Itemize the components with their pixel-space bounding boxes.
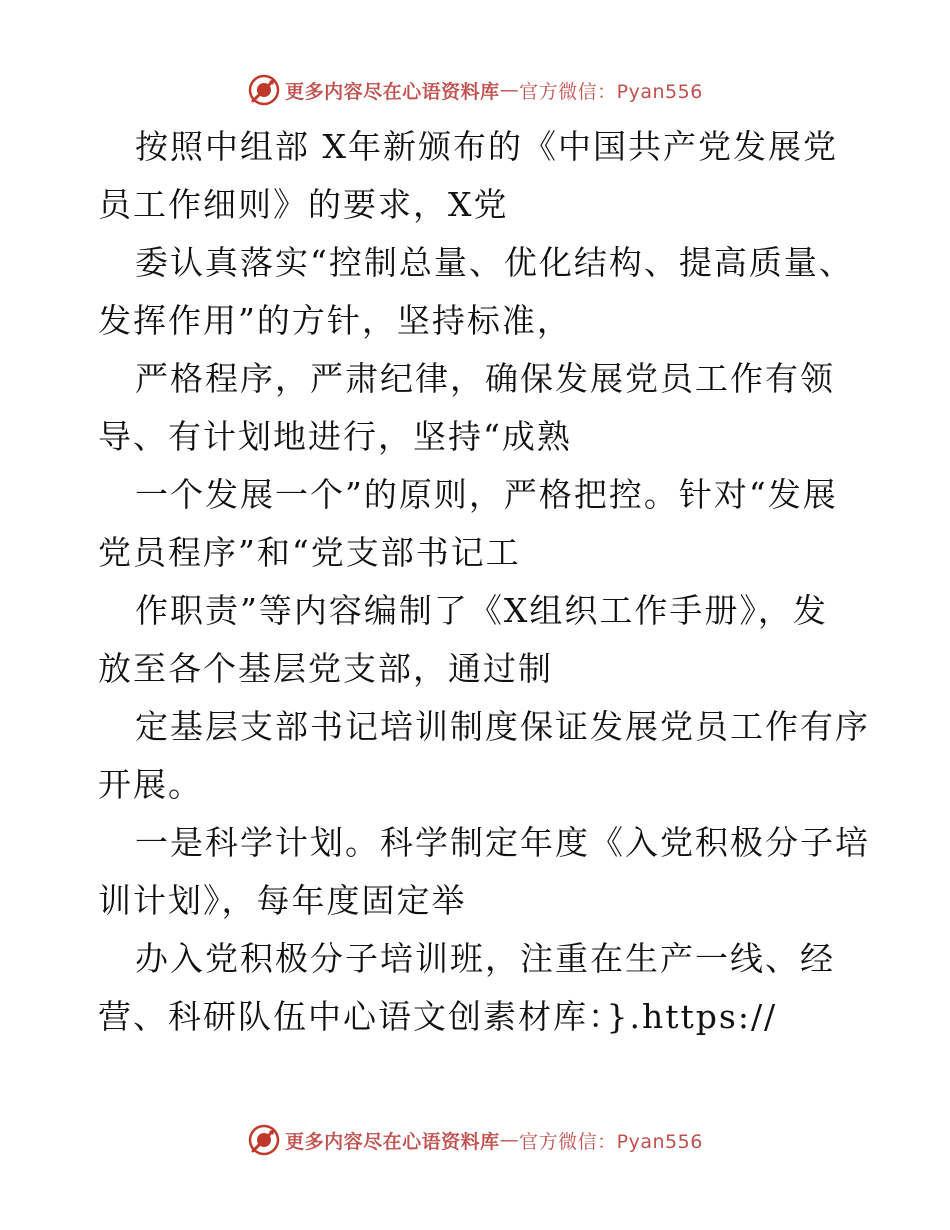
body-line: 导、有计划地进行，坚持“成熟	[98, 417, 572, 456]
body-line: 定基层支部书记培训制度保证发展党员工作有序	[135, 707, 870, 746]
body-line: 党员程序”和“党支部书记工	[98, 533, 521, 572]
watermark-main-text: 更多内容尽在心语资料库	[285, 80, 500, 103]
body-line: 按照中组部 X年新颁布的《中国共产党发展党	[135, 127, 838, 166]
watermark-dash: —	[499, 1129, 520, 1151]
body-line: 一是科学计划。科学制定年度《入党积极分子培	[135, 823, 870, 862]
brand-logo-icon	[247, 73, 281, 107]
watermark-sub-text: 官方微信：Pyan556	[519, 1130, 703, 1153]
watermark-sub-text: 官方微信：Pyan556	[519, 80, 703, 103]
watermark-dash: —	[499, 79, 520, 101]
body-line: 员工作细则》的要求，X党	[98, 185, 509, 224]
body-line: 一个发展一个”的原则，严格把控。针对“发展	[135, 475, 838, 514]
body-line: 严格程序，严肃纪律，确保发展党员工作有领	[135, 359, 835, 398]
body-line: 开展。	[98, 765, 203, 804]
body-line: 放至各个基层党支部，通过制	[98, 649, 553, 688]
document-body	[98, 118, 870, 1046]
body-line: 办入党积极分子培训班，注重在生产一线、经	[135, 939, 835, 978]
watermark-main-text: 更多内容尽在心语资料库	[285, 1130, 500, 1153]
body-line: 发挥作用”的方针，坚持标准，	[98, 301, 572, 340]
footer-watermark	[0, 1122, 950, 1158]
brand-logo-icon	[247, 1123, 281, 1157]
body-line: 作职责”等内容编制了《X组织工作手册》，发	[135, 591, 828, 630]
body-line: 营、科研队伍中心语文创素材库：}.https://	[98, 997, 778, 1036]
body-line: 训计划》，每年度固定举	[98, 881, 467, 920]
header-watermark	[0, 72, 950, 108]
body-line: 委认真落实“控制总量、优化结构、提高质量、	[135, 243, 854, 282]
